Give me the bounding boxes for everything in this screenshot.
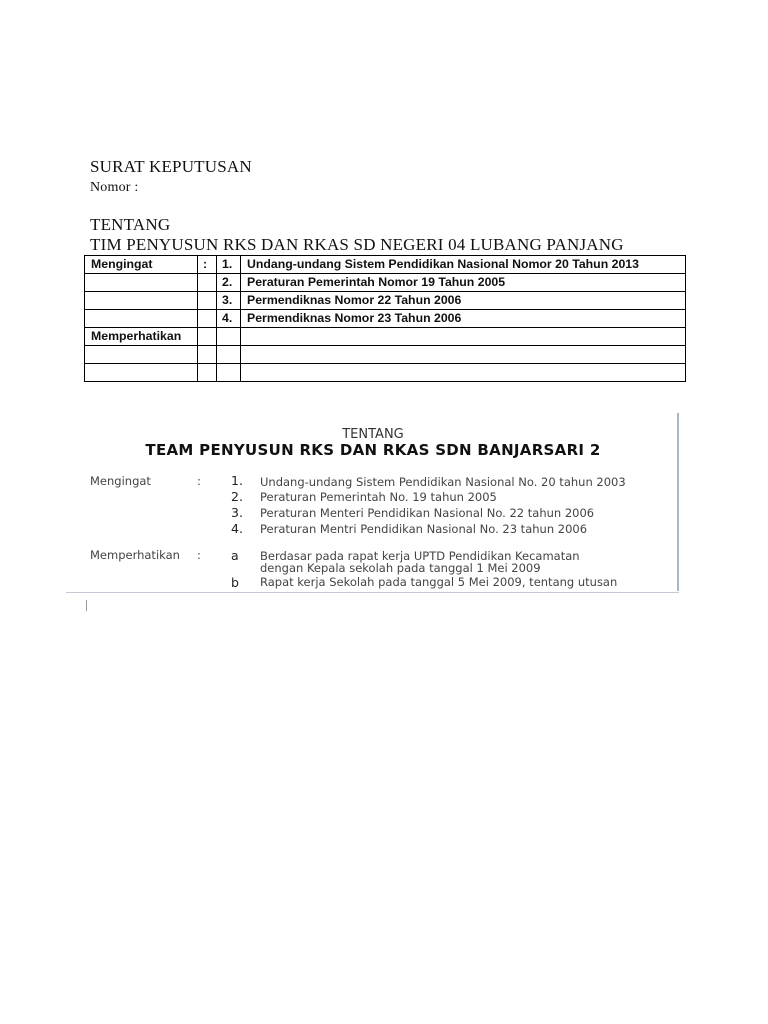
pasted-list-letter: b [231, 575, 239, 590]
pasted-mengingat-colon: : [197, 474, 201, 488]
row-colon [198, 346, 217, 364]
pasted-list-text: Rapat kerja Sekolah pada tanggal 5 Mei 2009, tentang utusan [260, 575, 618, 589]
row-label [85, 346, 198, 364]
pasted-list-number: 4. [231, 521, 243, 536]
row-number: 1. [217, 256, 241, 274]
row-colon [198, 364, 217, 382]
pasted-image-right-edge [677, 413, 679, 591]
row-number: 4. [217, 310, 241, 328]
pasted-mengingat-label: Mengingat [90, 474, 151, 488]
pasted-memperhatikan-label: Memperhatikan [90, 548, 180, 562]
row-label: Memperhatikan [85, 328, 198, 346]
pasted-list-text: dengan Kepala sekolah pada tanggal 1 Mei 2009 [260, 561, 541, 575]
row-text: Peraturan Pemerintah Nomor 19 Tahun 2005 [241, 274, 686, 292]
row-text [241, 346, 686, 364]
consideration-table [84, 255, 686, 382]
document-title: SURAT KEPUTUSAN [90, 157, 252, 176]
pasted-list-number: 3. [231, 505, 243, 520]
pasted-list-text: Berdasar pada rapat kerja UPTD Pendidikan Kecamatan [260, 549, 580, 563]
pasted-memperhatikan-colon: : [197, 548, 201, 562]
pasted-tentang: TENTANG [342, 427, 404, 442]
table-row [85, 292, 686, 310]
row-colon [198, 292, 217, 310]
row-text [241, 364, 686, 382]
pasted-list-text: Peraturan Mentri Pendidikan Nasional No. 23 tahun 2006 [260, 522, 588, 536]
row-colon: : [198, 256, 217, 274]
row-colon [198, 328, 217, 346]
table-row [85, 310, 686, 328]
pasted-title: TEAM PENYUSUN RKS DAN RKAS SDN BANJARSARI 2 [145, 441, 601, 459]
pasted-list-letter: a [231, 548, 239, 563]
pasted-list-text: Undang-undang Sistem Pendidikan Nasional No. 20 tahun 2003 [260, 475, 626, 489]
table-row [85, 364, 686, 382]
row-number: 2. [217, 274, 241, 292]
tentang-heading: TENTANG [90, 215, 171, 234]
row-label [85, 274, 198, 292]
row-label: Mengingat [85, 256, 198, 274]
pasted-list-text: Peraturan Menteri Pendidikan Nasional No. 22 tahun 2006 [260, 506, 595, 520]
document-subject: TIM PENYUSUN RKS DAN RKAS SD NEGERI 04 LUBANG PANJANG [90, 235, 624, 254]
row-number [217, 346, 241, 364]
row-number [217, 328, 241, 346]
pasted-list-text: Peraturan Pemerintah No. 19 tahun 2005 [260, 490, 497, 504]
table-row [85, 328, 686, 346]
document-number-label: Nomor : [90, 180, 139, 195]
row-colon [198, 274, 217, 292]
pasted-list-number: 1. [231, 473, 243, 488]
row-number [217, 364, 241, 382]
row-label [85, 310, 198, 328]
row-label [85, 292, 198, 310]
table-row [85, 346, 686, 364]
row-text [241, 328, 686, 346]
pasted-list-number: 2. [231, 489, 243, 504]
row-label [85, 364, 198, 382]
pasted-reference-image [66, 413, 680, 593]
row-text: Permendiknas Nomor 22 Tahun 2006 [241, 292, 686, 310]
row-colon [198, 310, 217, 328]
pasted-image-bottom-edge [66, 592, 679, 593]
row-text: Undang-undang Sistem Pendidikan Nasional Nomor 20 Tahun 2013 [241, 256, 686, 274]
table-row [85, 256, 686, 274]
table-row [85, 274, 686, 292]
row-number: 3. [217, 292, 241, 310]
text-cursor[interactable] [86, 600, 87, 611]
row-text: Permendiknas Nomor 23 Tahun 2006 [241, 310, 686, 328]
